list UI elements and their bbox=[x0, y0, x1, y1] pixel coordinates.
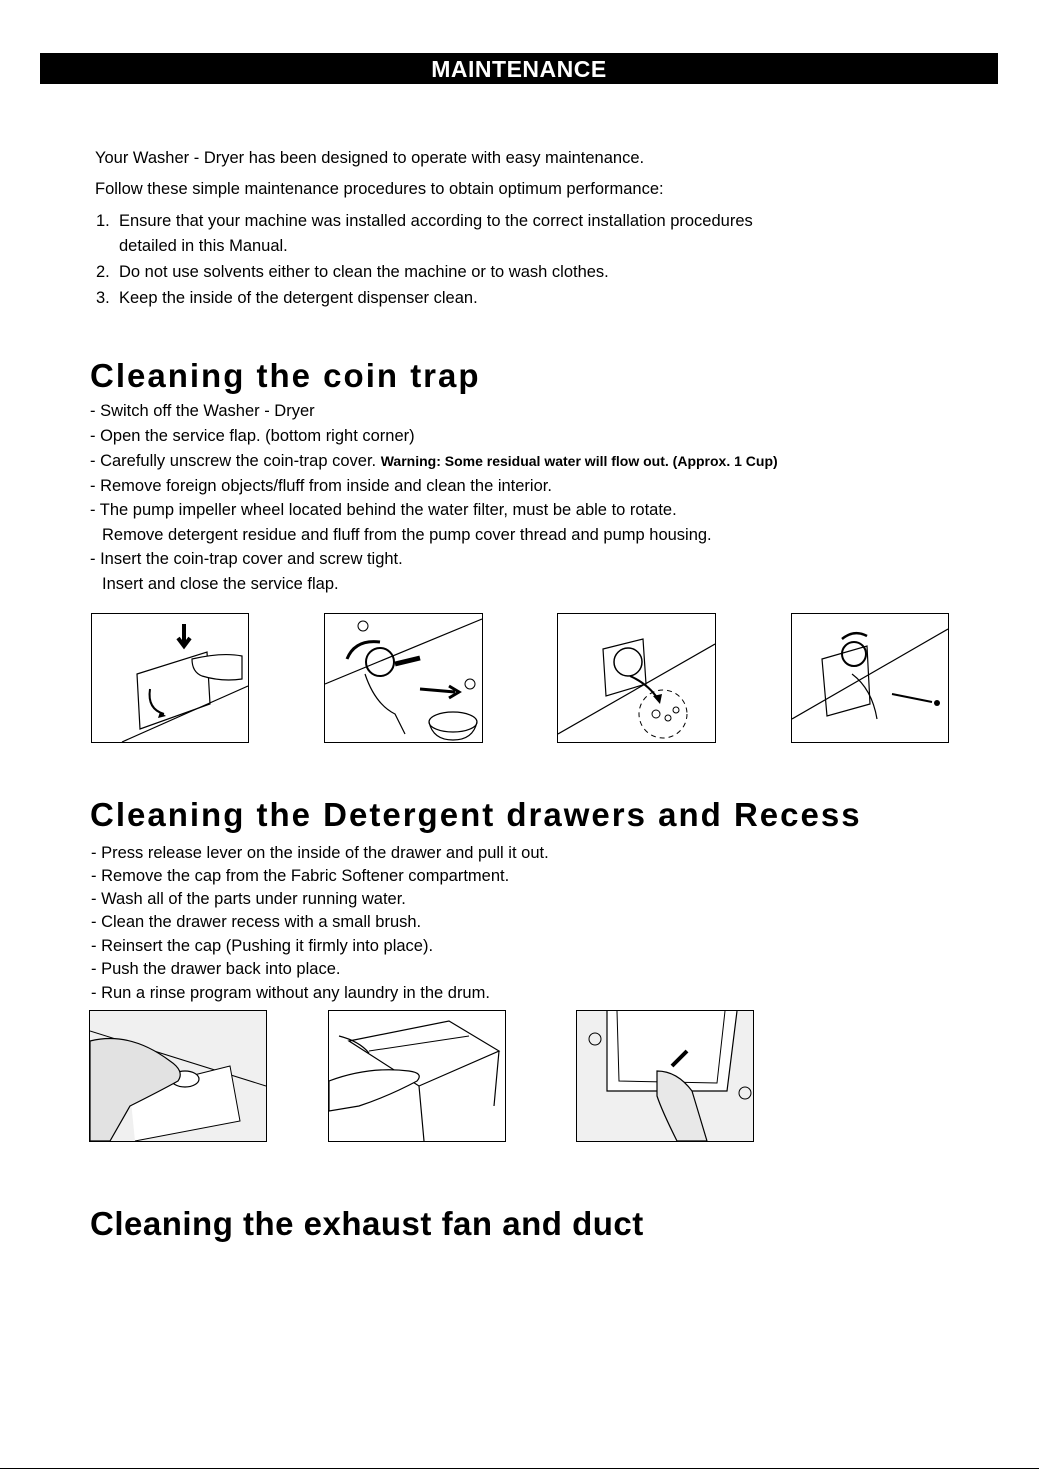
detergent-step: - Wash all of the parts under running water. bbox=[91, 890, 406, 908]
coin-trap-step: - Carefully unscrew the coin-trap cover. bbox=[90, 452, 377, 470]
coin-trap-step: Insert and close the service flap. bbox=[102, 575, 339, 593]
intro-item-3-number: 3. bbox=[96, 289, 110, 307]
intro-line-2: Follow these simple maintenance procedures to obtain optimum performance: bbox=[95, 180, 664, 198]
illustration-unscrew-cover bbox=[324, 613, 483, 743]
intro-item-3-text: Keep the inside of the detergent dispenser clean. bbox=[119, 289, 478, 307]
detergent-step: - Clean the drawer recess with a small brush. bbox=[91, 913, 422, 931]
illustration-clean-recess bbox=[576, 1010, 754, 1142]
illustration-replace-cover bbox=[791, 613, 949, 743]
detergent-step: - Press release lever on the inside of the drawer and pull it out. bbox=[91, 844, 549, 862]
coin-trap-step: Remove detergent residue and fluff from the pump cover thread and pump housing. bbox=[102, 526, 712, 544]
intro-item-1-text: Ensure that your machine was installed according to the correct installation procedures bbox=[119, 212, 753, 230]
coin-trap-step: - Switch off the Washer - Dryer bbox=[90, 402, 315, 420]
bottom-rule bbox=[0, 1468, 1039, 1469]
intro-item-1-number: 1. bbox=[96, 212, 110, 230]
illustration-remove-objects bbox=[557, 613, 716, 743]
intro-item-2-text: Do not use solvents either to clean the machine or to wash clothes. bbox=[119, 263, 609, 281]
illustration-open-service-flap bbox=[91, 613, 249, 743]
intro-line-1: Your Washer - Dryer has been designed to operate with easy maintenance. bbox=[95, 149, 645, 167]
coin-trap-heading: Cleaning the coin trap bbox=[90, 357, 481, 394]
detergent-step: - Run a rinse program without any laundry in the drum. bbox=[91, 984, 490, 1002]
coin-trap-step: - The pump impeller wheel located behind the water filter, must be able to rotate. bbox=[90, 501, 677, 519]
detergent-heading: Cleaning the Detergent drawers and Recess bbox=[90, 796, 862, 833]
page-title: MAINTENANCE bbox=[40, 53, 998, 84]
intro-item-1-continuation: detailed in this Manual. bbox=[119, 237, 288, 255]
exhaust-heading: Cleaning the exhaust fan and duct bbox=[90, 1205, 644, 1242]
illustration-remove-softener-cap bbox=[328, 1010, 506, 1142]
intro-item-2-number: 2. bbox=[96, 263, 110, 281]
coin-trap-step: - Open the service flap. (bottom right corner) bbox=[90, 427, 415, 445]
detergent-step: - Push the drawer back into place. bbox=[91, 960, 341, 978]
coin-trap-step: - Insert the coin-trap cover and screw tight. bbox=[90, 550, 403, 568]
warning-note: Warning: Some residual water will flow out. (Approx. 1 Cup) bbox=[380, 453, 778, 469]
detergent-step: - Remove the cap from the Fabric Softener compartment. bbox=[91, 867, 510, 885]
coin-trap-step: - Remove foreign objects/fluff from inside and clean the interior. bbox=[90, 477, 552, 495]
detergent-step: - Reinsert the cap (Pushing it firmly into place). bbox=[91, 937, 434, 955]
illustration-press-release-lever bbox=[89, 1010, 267, 1142]
coin-trap-step-with-warning bbox=[90, 451, 778, 471]
